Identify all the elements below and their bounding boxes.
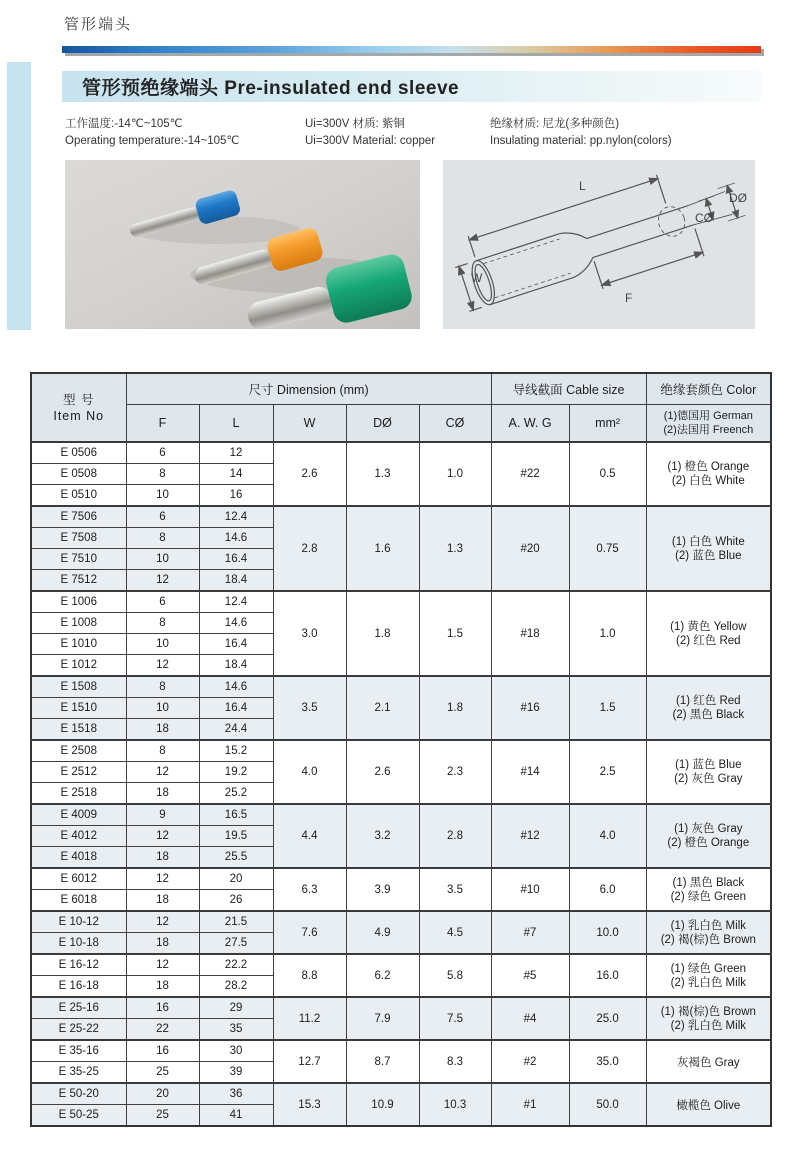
- table-row: [31, 1083, 771, 1105]
- awg-cell: #16: [491, 676, 569, 740]
- table-row: [31, 442, 771, 464]
- mm2-cell: 1.5: [569, 676, 646, 740]
- col-header-d-dia: DØ: [346, 405, 419, 443]
- dim-f-cell: 10: [126, 485, 199, 507]
- dim-f-cell: 18: [126, 933, 199, 955]
- dim-w-cell: 7.6: [273, 911, 346, 954]
- color-cell: [646, 506, 771, 591]
- item-no-cell: E 1006: [31, 591, 126, 613]
- dim-f-cell: 10: [126, 549, 199, 570]
- mm2-cell: 25.0: [569, 997, 646, 1040]
- dim-d-cell: 1.8: [346, 591, 419, 676]
- dim-l-cell: 28.2: [199, 976, 273, 998]
- dim-d-cell: 7.9: [346, 997, 419, 1040]
- diagram-label-d: DØ: [729, 191, 747, 205]
- dim-f-cell: 6: [126, 506, 199, 528]
- dim-f-cell: 18: [126, 847, 199, 869]
- awg-cell: #18: [491, 591, 569, 676]
- page-title: 管形预绝缘端头 Pre-insulated end sleeve: [82, 78, 460, 99]
- color-line: (1) 黄色 Yellow: [670, 620, 747, 633]
- dim-f-cell: 18: [126, 890, 199, 912]
- col-header-f: F: [126, 405, 199, 443]
- dim-f-cell: 20: [126, 1083, 199, 1105]
- color-line: 灰褐色 Gray: [677, 1056, 740, 1069]
- awg-cell: #4: [491, 997, 569, 1040]
- dim-f-cell: 25: [126, 1105, 199, 1127]
- item-no-cell: E 7508: [31, 528, 126, 549]
- mm2-cell: 50.0: [569, 1083, 646, 1126]
- dim-l-cell: 16.4: [199, 634, 273, 655]
- dimension-diagram-drawing: [443, 160, 755, 329]
- dim-l-cell: 22.2: [199, 954, 273, 976]
- item-no-cell: E 4009: [31, 804, 126, 826]
- dim-c-cell: 1.8: [419, 676, 491, 740]
- color-cell: [646, 911, 771, 954]
- color-cell: [646, 442, 771, 506]
- item-no-cell: E 35-16: [31, 1040, 126, 1062]
- page-breadcrumb: 管形端头: [64, 16, 133, 33]
- table-row: [31, 676, 771, 698]
- dim-f-cell: 8: [126, 464, 199, 485]
- color-line: (2) 灰色 Gray: [674, 773, 743, 785]
- dim-w-cell: 3.0: [273, 591, 346, 676]
- color-line: (1) 蓝色 Blue: [675, 759, 742, 771]
- dim-w-cell: 4.4: [273, 804, 346, 868]
- item-no-cell: E 2512: [31, 762, 126, 783]
- spec-ui-material-cn: Ui=300V 材质: 紫铜: [305, 118, 406, 130]
- dim-d-cell: 10.9: [346, 1083, 419, 1126]
- dim-f-cell: 9: [126, 804, 199, 826]
- diagram-label-w: W: [471, 271, 483, 285]
- diagram-label-f: F: [625, 291, 633, 305]
- item-no-cell: E 16-18: [31, 976, 126, 998]
- color-cell: [646, 676, 771, 740]
- dim-w-cell: 4.0: [273, 740, 346, 804]
- color-line: (2) 黑色 Black: [672, 709, 745, 721]
- color-line: (2) 绿色 Green: [670, 890, 747, 903]
- item-no-cell: E 1008: [31, 613, 126, 634]
- dim-l-cell: 21.5: [199, 911, 273, 933]
- dim-w-cell: 12.7: [273, 1040, 346, 1083]
- diagram-label-l: L: [579, 179, 586, 193]
- color-cell: [646, 740, 771, 804]
- dim-d-cell: 4.9: [346, 911, 419, 954]
- dim-l-cell: 20: [199, 868, 273, 890]
- accent-gradient-bar: [62, 46, 761, 53]
- item-no-cell: E 7506: [31, 506, 126, 528]
- mm2-cell: 0.75: [569, 506, 646, 591]
- spec-temp-en: Operating temperature:-14~105℃: [65, 135, 240, 147]
- dim-c-cell: 2.3: [419, 740, 491, 804]
- dim-f-cell: 22: [126, 1019, 199, 1041]
- dim-l-cell: 14.6: [199, 613, 273, 634]
- end-sleeves-photo-illustration: [65, 160, 420, 329]
- mm2-cell: 4.0: [569, 804, 646, 868]
- mm2-cell: 2.5: [569, 740, 646, 804]
- table-row: [31, 954, 771, 976]
- dim-l-cell: 18.4: [199, 655, 273, 677]
- color-line: (1) 红色 Red: [676, 695, 741, 707]
- dim-l-cell: 15.2: [199, 740, 273, 762]
- dimension-diagram: [443, 160, 755, 329]
- dim-l-cell: 24.4: [199, 719, 273, 741]
- mm2-cell: 35.0: [569, 1040, 646, 1083]
- dim-d-cell: 1.6: [346, 506, 419, 591]
- mm2-cell: 16.0: [569, 954, 646, 997]
- spec-temp-cn: 工作温度:-14℃~105℃: [65, 118, 183, 130]
- col-header-awg: A. W. G: [491, 405, 569, 443]
- color-line: 橄榄色 Olive: [676, 1099, 741, 1112]
- dim-l-cell: 16.5: [199, 804, 273, 826]
- dim-w-cell: 6.3: [273, 868, 346, 911]
- color-line: (1) 白色 White: [671, 535, 745, 548]
- mm2-cell: 10.0: [569, 911, 646, 954]
- dim-f-cell: 6: [126, 591, 199, 613]
- item-no-cell: E 50-20: [31, 1083, 126, 1105]
- dim-f-cell: 16: [126, 997, 199, 1019]
- dim-w-cell: 15.3: [273, 1083, 346, 1126]
- item-no-cell: E 7512: [31, 570, 126, 592]
- dim-l-cell: 14: [199, 464, 273, 485]
- dim-c-cell: 4.5: [419, 911, 491, 954]
- dim-l-cell: 12: [199, 442, 273, 464]
- dim-c-cell: 3.5: [419, 868, 491, 911]
- col-header-cable-size: 导线截面 Cable size: [491, 373, 646, 405]
- item-no-cell: E 1508: [31, 676, 126, 698]
- dim-f-cell: 12: [126, 826, 199, 847]
- color-line: (1) 黑色 Black: [672, 876, 745, 889]
- item-no-cell: E 35-25: [31, 1062, 126, 1084]
- dim-l-cell: 36: [199, 1083, 273, 1105]
- color-line: (1) 绿色 Green: [670, 962, 747, 975]
- dim-d-cell: 2.1: [346, 676, 419, 740]
- awg-cell: #20: [491, 506, 569, 591]
- dim-d-cell: 2.6: [346, 740, 419, 804]
- item-no-cell: E 50-25: [31, 1105, 126, 1127]
- dim-l-cell: 27.5: [199, 933, 273, 955]
- dim-l-cell: 25.2: [199, 783, 273, 805]
- color-line: (1) 乳白色 Milk: [670, 919, 746, 932]
- col-header-color: 绝缘套颜色 Color: [646, 373, 771, 405]
- dim-l-cell: 12.4: [199, 506, 273, 528]
- dim-f-cell: 16: [126, 1040, 199, 1062]
- color-cell: [646, 1083, 771, 1126]
- item-no-cell: E 10-12: [31, 911, 126, 933]
- dim-c-cell: 7.5: [419, 997, 491, 1040]
- dim-l-cell: 12.4: [199, 591, 273, 613]
- item-no-cell: E 4018: [31, 847, 126, 869]
- awg-cell: #12: [491, 804, 569, 868]
- dim-l-cell: 14.6: [199, 528, 273, 549]
- table-row: [31, 997, 771, 1019]
- table-row: [31, 740, 771, 762]
- spec-insulation-en: Insulating material: pp.nylon(colors): [490, 135, 672, 147]
- dim-l-cell: 39: [199, 1062, 273, 1084]
- dim-l-cell: 30: [199, 1040, 273, 1062]
- awg-cell: #10: [491, 868, 569, 911]
- dim-c-cell: 1.5: [419, 591, 491, 676]
- color-line: (1) 褐(棕)色 Brown: [660, 1005, 756, 1018]
- item-no-cell: E 16-12: [31, 954, 126, 976]
- color-cell: [646, 954, 771, 997]
- col-header-item-no: [31, 373, 126, 442]
- dim-f-cell: 6: [126, 442, 199, 464]
- color-sub-german: (1)德国用 German: [663, 410, 753, 422]
- color-line: (2) 白色 White: [671, 475, 745, 487]
- color-line: (2) 红色 Red: [676, 634, 741, 647]
- dim-w-cell: 2.6: [273, 442, 346, 506]
- dim-w-cell: 11.2: [273, 997, 346, 1040]
- dim-l-cell: 18.4: [199, 570, 273, 592]
- dim-l-cell: 14.6: [199, 676, 273, 698]
- item-no-cn: 型 号: [63, 392, 95, 407]
- dim-d-cell: 6.2: [346, 954, 419, 997]
- dim-d-cell: 1.3: [346, 442, 419, 506]
- item-no-cell: E 1510: [31, 698, 126, 719]
- item-no-cell: E 25-16: [31, 997, 126, 1019]
- dim-c-cell: 8.3: [419, 1040, 491, 1083]
- item-no-cell: E 4012: [31, 826, 126, 847]
- dim-f-cell: 8: [126, 740, 199, 762]
- color-line: (2) 褐(棕)色 Brown: [660, 933, 756, 946]
- item-no-cell: E 0506: [31, 442, 126, 464]
- dim-f-cell: 18: [126, 976, 199, 998]
- spec-summary: [65, 116, 765, 150]
- dim-f-cell: 8: [126, 676, 199, 698]
- item-no-cell: E 10-18: [31, 933, 126, 955]
- color-cell: [646, 1040, 771, 1083]
- dim-c-cell: 1.3: [419, 506, 491, 591]
- awg-cell: #7: [491, 911, 569, 954]
- table-row: [31, 868, 771, 890]
- table-row: [31, 506, 771, 528]
- awg-cell: #2: [491, 1040, 569, 1083]
- dim-l-cell: 19.5: [199, 826, 273, 847]
- dim-c-cell: 2.8: [419, 804, 491, 868]
- item-no-cell: E 0510: [31, 485, 126, 507]
- color-line: (1) 灰色 Gray: [674, 823, 743, 835]
- awg-cell: #14: [491, 740, 569, 804]
- mm2-cell: 1.0: [569, 591, 646, 676]
- diagram-label-c: CØ: [695, 211, 713, 225]
- dim-l-cell: 16: [199, 485, 273, 507]
- dim-l-cell: 16.4: [199, 698, 273, 719]
- dim-f-cell: 12: [126, 762, 199, 783]
- section-title-banner: [62, 71, 761, 102]
- mm2-cell: 0.5: [569, 442, 646, 506]
- col-header-c-dia: CØ: [419, 405, 491, 443]
- item-no-cell: E 1012: [31, 655, 126, 677]
- color-cell: [646, 997, 771, 1040]
- table-row: [31, 804, 771, 826]
- dim-f-cell: 25: [126, 1062, 199, 1084]
- dim-l-cell: 29: [199, 997, 273, 1019]
- item-no-cell: E 6018: [31, 890, 126, 912]
- dim-f-cell: 18: [126, 719, 199, 741]
- item-no-cell: E 2508: [31, 740, 126, 762]
- color-line: (2) 橙色 Orange: [667, 837, 750, 849]
- dim-c-cell: 5.8: [419, 954, 491, 997]
- dim-l-cell: 16.4: [199, 549, 273, 570]
- col-header-mm2: mm²: [569, 405, 646, 443]
- dim-l-cell: 26: [199, 890, 273, 912]
- dim-f-cell: 8: [126, 528, 199, 549]
- dim-f-cell: 8: [126, 613, 199, 634]
- item-no-cell: E 1010: [31, 634, 126, 655]
- dim-f-cell: 12: [126, 570, 199, 592]
- color-cell: [646, 868, 771, 911]
- color-line: (2) 乳白色 Milk: [670, 976, 746, 989]
- dim-f-cell: 12: [126, 868, 199, 890]
- color-cell: [646, 804, 771, 868]
- awg-cell: #1: [491, 1083, 569, 1126]
- item-no-cell: E 1518: [31, 719, 126, 741]
- spec-table: [30, 372, 772, 1127]
- dim-l-cell: 35: [199, 1019, 273, 1041]
- product-photo: [65, 160, 420, 329]
- col-header-l: L: [199, 405, 273, 443]
- dim-f-cell: 18: [126, 783, 199, 805]
- dim-c-cell: 10.3: [419, 1083, 491, 1126]
- item-no-cell: E 2518: [31, 783, 126, 805]
- spec-table-body: [31, 442, 771, 1126]
- dim-l-cell: 25.5: [199, 847, 273, 869]
- spec-insulation-cn: 绝缘材质: 尼龙(多种颜色): [490, 118, 620, 130]
- color-line: (2) 蓝色 Blue: [675, 549, 742, 562]
- dim-d-cell: 3.9: [346, 868, 419, 911]
- dim-f-cell: 10: [126, 698, 199, 719]
- dim-w-cell: 3.5: [273, 676, 346, 740]
- item-no-cell: E 7510: [31, 549, 126, 570]
- dim-f-cell: 10: [126, 634, 199, 655]
- dim-f-cell: 12: [126, 655, 199, 677]
- left-accent-strip: [7, 62, 31, 330]
- table-row: [31, 1040, 771, 1062]
- table-row: [31, 591, 771, 613]
- awg-cell: #22: [491, 442, 569, 506]
- item-no-cell: E 6012: [31, 868, 126, 890]
- col-header-color-sub: [646, 405, 771, 443]
- item-no-en: Item No: [53, 408, 105, 423]
- dim-d-cell: 8.7: [346, 1040, 419, 1083]
- dim-w-cell: 2.8: [273, 506, 346, 591]
- mm2-cell: 6.0: [569, 868, 646, 911]
- awg-cell: #5: [491, 954, 569, 997]
- spec-ui-material-en: Ui=300V Material: copper: [305, 135, 436, 147]
- dim-l-cell: 41: [199, 1105, 273, 1127]
- color-line: (1) 橙色 Orange: [667, 461, 750, 473]
- color-sub-french: (2)法国用 Freench: [663, 424, 754, 436]
- dim-w-cell: 8.8: [273, 954, 346, 997]
- col-header-dimension: 尺寸 Dimension (mm): [126, 373, 491, 405]
- item-no-cell: E 0508: [31, 464, 126, 485]
- dim-c-cell: 1.0: [419, 442, 491, 506]
- dim-f-cell: 12: [126, 911, 199, 933]
- color-line: (2) 乳白色 Milk: [670, 1019, 746, 1032]
- dim-f-cell: 12: [126, 954, 199, 976]
- color-cell: [646, 591, 771, 676]
- col-header-w: W: [273, 405, 346, 443]
- item-no-cell: E 25-22: [31, 1019, 126, 1041]
- dim-l-cell: 19.2: [199, 762, 273, 783]
- dim-d-cell: 3.2: [346, 804, 419, 868]
- table-row: [31, 911, 771, 933]
